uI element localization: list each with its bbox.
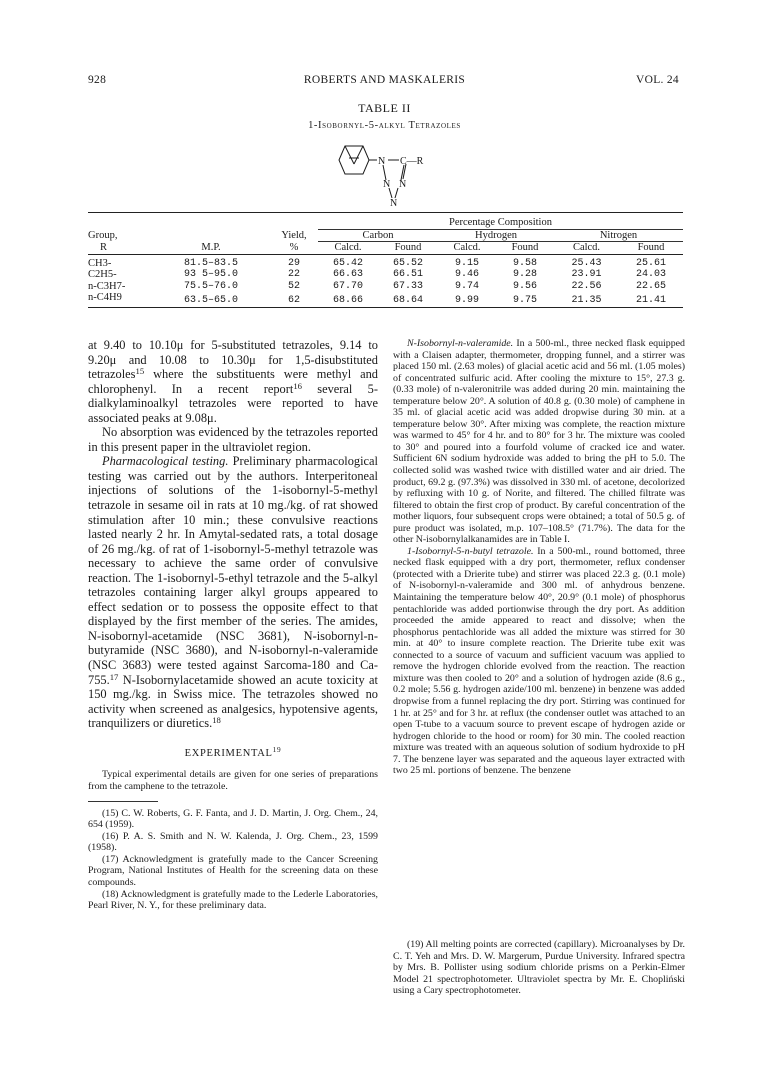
carbon-calcd-cell: 67.70 xyxy=(332,280,363,292)
hydrogen-found-cell: 9.28 xyxy=(512,269,537,280)
volume-label: VOL. 24 xyxy=(636,74,679,86)
group-cell: C2H5- xyxy=(88,269,117,280)
mp-cell: 93 5–95.0 xyxy=(183,269,238,280)
mp-cell: 75.5–76.0 xyxy=(183,280,238,292)
structure-n1: N xyxy=(378,156,386,167)
hydrogen-calcd-cell: 9.15 xyxy=(454,257,479,269)
yield-cell: 52 xyxy=(287,280,300,292)
paragraph-uv-absorption: No absorption was evidenced by the tetrazoles reported in this present paper in the ultraviolet region. xyxy=(88,425,378,454)
right-column xyxy=(393,338,685,777)
group-cell: n-C4H9 xyxy=(88,292,122,303)
section-heading-experimental: EXPERIMENTAL$^{19}$ xyxy=(184,744,282,759)
mp-cell: 63.5–65.0 xyxy=(183,295,238,306)
tetrazole-structure-diagram xyxy=(325,140,455,208)
paragraph-ir-absorption: at 9.40 to 10.10μ for 5-substituted tetrazoles, 9.14 to 9.20μ and 10.08 to 10.30μ for 1,5-disubstituted tetrazoles$^{15}$ where the substituents were methyl and chlorophenyl. In a recent report$^{16}$ several 5-dialkylaminoalkyl tetrazoles were reported to have associated peaks at 9.08μ. xyxy=(88,338,378,425)
header-mp: M.P. xyxy=(201,242,221,253)
nitrogen-found-cell: 22.65 xyxy=(635,280,666,292)
nitrogen-calcd-cell: 23.91 xyxy=(571,269,602,280)
group-cell: CH3- xyxy=(88,257,112,269)
header-carbon-calcd: Calcd. xyxy=(334,242,362,253)
header-group: Group, xyxy=(88,230,118,241)
header-carbon: Carbon xyxy=(318,229,438,242)
paragraph-tetrazole-procedure: 1-Isobornyl-5-n-butyl tetrazole. In a 500-ml., round bottomed, three necked flask equipped with a dry port, thermometer, reflux condenser (protected with a Drierite tube) and stirrer was placed 22.3 g. (0.1 mole) of N-isobornyl-n-valeramide and 300 ml. of anhydrous benzene. Maintaining the temperature below 40°, 20.9° (0.1 mole) of phosphorus pentachloride was added portionwise through the dry port. As addition proceeded the amide appeared to react and dissolve; when the phosphorus pentachloride was all added the mixture was stirred for 30 min. at 40° to insure complete reaction. The Drierite tube exit was connected to a source of vacuum and sufficient vacuum was applied to remove the hydrogen chloride evolved from the reaction. The reaction mixture was then cooled to 20° and a solution of hydrogen azide (8.6 g., 0.2 mole; 5.56 g. hydrogen azide/100 ml. benzene) in benzene was added dropwise from a funnel replacing the dry port. Stirring was continued for 1 hr. at 25° and for 3 hr. at reflux (the condenser outlet was attached to an open T-tube to a vacuum source to prevent escape of hydrogen azide or hydrogen chloride to the hood or room) for 30 min. The cooled reaction mixture was treated with an aqueous solution of sodium hydroxide to pH 7. The benzene layer was separated and the aqueous layer extracted with two 25 ml. portions of benzene. The benzene xyxy=(393,545,685,777)
nitrogen-calcd-cell: 25.43 xyxy=(571,257,602,269)
carbon-found-cell: 68.64 xyxy=(392,295,423,306)
hydrogen-calcd-cell: 9.46 xyxy=(454,269,479,280)
carbon-calcd-cell: 66.63 xyxy=(332,269,363,280)
group-cell: n-C3H7- xyxy=(88,280,126,292)
page-number: 928 xyxy=(88,74,107,86)
header-nitrogen: Nitrogen xyxy=(554,229,683,242)
structure-n3: N xyxy=(399,179,407,190)
yield-cell: 22 xyxy=(287,269,300,280)
isobornyl-ring-drawing xyxy=(339,146,377,174)
header-percentage-composition: Percentage Composition xyxy=(318,217,683,229)
structure-c-r: C—R xyxy=(400,156,424,167)
structure-n2: N xyxy=(383,179,391,190)
hydrogen-found-cell: 9.75 xyxy=(512,295,537,306)
table-row xyxy=(88,281,683,293)
nitrogen-found-cell: 24.03 xyxy=(635,269,666,280)
mp-cell: 81.5–83.5 xyxy=(183,257,238,269)
carbon-found-cell: 67.33 xyxy=(392,280,423,292)
header-nitrogen-found: Found xyxy=(637,242,665,253)
footnote-16: (16) P. A. S. Smith and N. W. Kalenda, J. Org. Chem., 23, 1599 (1958). xyxy=(88,830,378,854)
nitrogen-found-cell: 25.61 xyxy=(635,257,666,269)
yield-cell: 62 xyxy=(287,295,300,306)
header-r: R xyxy=(100,242,108,253)
running-head: ROBERTS AND MASKALERIS xyxy=(303,74,466,86)
footnote-15: (15) C. W. Roberts, G. F. Fanta, and J. D. Martin, J. Org. Chem., 24, 654 (1959). xyxy=(88,807,378,831)
carbon-found-cell: 66.51 xyxy=(392,269,423,280)
header-carbon-found: Found xyxy=(394,242,422,253)
footnote-19: (19) All melting points are corrected (capillary). Microanalyses by Dr. C. T. Yeh and Mrs. D. W. Margerum, Purdue University. Infrared spectra by Mrs. B. Pollister using sodium chloride prisms on a Perkin-Elmer Model 21 spectrophotometer. Ultraviolet spectra by Mr. E. Chopliński using a Cary spectrophotometer. xyxy=(393,939,685,997)
left-column xyxy=(88,338,378,912)
footnote-17: (17) Acknowledgment is gratefully made to the Cancer Screening Program, National Institutes of Health for the screening data on these compounds. xyxy=(88,853,378,889)
structure-n4: N xyxy=(390,198,398,208)
header-yield: Yield, xyxy=(281,230,307,241)
data-table xyxy=(88,212,683,308)
carbon-calcd-cell: 68.66 xyxy=(332,295,363,306)
carbon-found-cell: 65.52 xyxy=(392,257,423,269)
footnote-18: (18) Acknowledgment is gratefully made to the Lederle Laboratories, Pearl River, N. Y., for these preliminary data. xyxy=(88,888,378,912)
footnote-divider xyxy=(88,801,158,802)
header-hydrogen-found: Found xyxy=(511,242,539,253)
nitrogen-calcd-cell: 21.35 xyxy=(571,295,602,306)
nitrogen-calcd-cell: 22.56 xyxy=(571,280,602,292)
paragraph-experimental-intro: Typical experimental details are given for one series of preparations from the camphene to the tetrazole. xyxy=(88,769,378,792)
table-row xyxy=(88,258,683,270)
paragraph-pharmacology: Pharmacological testing. Preliminary pharmacological testing was carried out by the authors. Interperitoneal injections of solutions of the 1-isobornyl-5-methyl tetrazole in sesame oil in rats at 10 mg./kg. of rat showed stimulation after 10 min.; these convulsive reactions lasted nearly 2 hr. In Amytal-sedated rats, a total dosage of 26 mg./kg. of rat of 1-isobornyl-5-methyl tetrazole was necessary to achieve the same order of convulsive reaction. The 1-isobornyl-5-ethyl tetrazole and the 5-alkyl tetrazoles containing larger alkyl groups appeared to effect sedation or to possess the opposite effect to that displayed by the first member of the series. The amides, N-isobornyl-acetamide (NSC 3681), N-isobornyl-n-butyramide (NSC 3680), and N-isobornyl-n-valeramide (NSC 3683) were tested against Sarcoma-180 and Ca-755.17 N-Isobornylacetamide showed an acute toxicity at 150 mg./kg. in Swiss mice. The tetrazoles showed no activity when screened as analgesics, hypotensive agents, tranquilizers or diuretics.$^{18}$ xyxy=(88,454,378,731)
hydrogen-found-cell: 9.56 xyxy=(512,280,537,292)
table-row xyxy=(88,269,683,281)
paragraph-valeramide-procedure: N-Isobornyl-n-valeramide. In a 500-ml., three necked flask equipped with a Claisen adapter, thermometer, dropping funnel, and a stirrer was placed 150 ml. (2.63 moles) of glacial acetic acid and 56 ml. (1.05 moles) of concentrated sulfuric acid. After cooling the mixture to 15°, 27.3 g. (0.33 mole) of n-valeronitrile was added during 20 min. maintaining the temperature below 20°. A solution of 40.8 g. (0.30 mole) of camphene in 35 ml. of glacial acetic acid was added dropwise during 30 min. at a temperature below 30°. After mixing was complete, the reaction mixture was warmed to 45° for 4 hr. and to 80° for 3 hr. The mixture was cooled to 30° and poured into a fourfold volume of cracked ice and water. Sufficient 6N sodium hydroxide was added to bring the pH to 5.0. The collected solid was washed twice with distilled water and air dried. The product, 69.2 g. (97.3%) was dissolved in 330 ml. of acetone, decolorized by refluxing with 10 g. of Norite, and filtered. The chilled filtrate was filtered to obtain the first crop of product. By careful concentration of the mother liquors, four subsequent crops were obtained; a total of 50.5 g. of pure product was isolated, m.p. 107–108.5° (71.7%). The data for the other N-isobornylalkanamides are in Table I. xyxy=(393,338,685,546)
table-row xyxy=(88,292,683,307)
header-hydrogen-calcd: Calcd. xyxy=(453,242,481,253)
header-percent: % xyxy=(289,242,299,253)
hydrogen-found-cell: 9.58 xyxy=(512,257,537,269)
yield-cell: 29 xyxy=(287,257,300,269)
nitrogen-found-cell: 21.41 xyxy=(635,295,666,306)
hydrogen-calcd-cell: 9.99 xyxy=(454,295,479,306)
hydrogen-calcd-cell: 9.74 xyxy=(454,280,479,292)
table-title: TABLE II xyxy=(358,101,411,115)
carbon-calcd-cell: 65.42 xyxy=(332,257,363,269)
header-nitrogen-calcd: Calcd. xyxy=(572,242,601,253)
table-caption: 1-Isobornyl-5-alkyl Tetrazoles xyxy=(308,120,461,131)
header-hydrogen: Hydrogen xyxy=(438,229,554,242)
